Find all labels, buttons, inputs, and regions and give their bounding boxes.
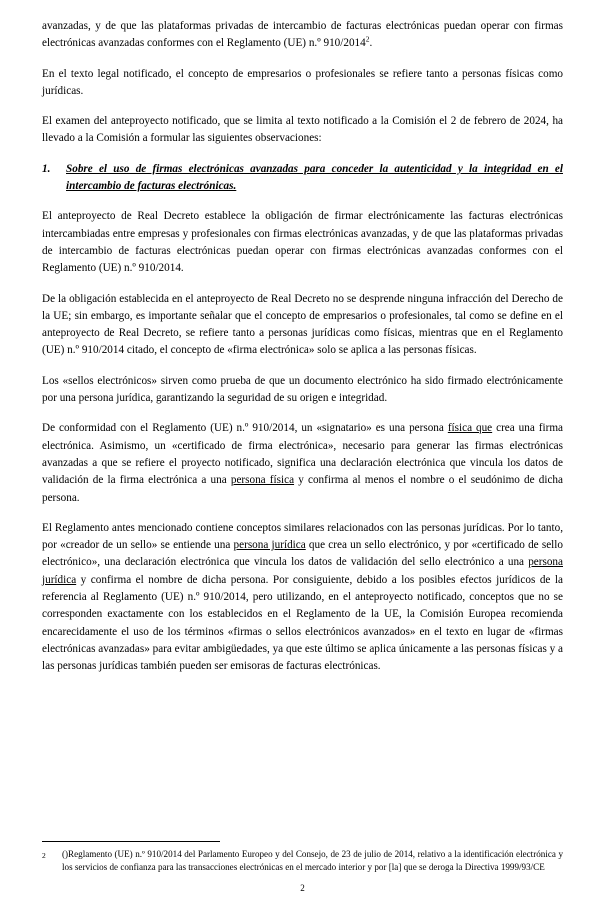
footnote-area — [42, 841, 563, 875]
segment-text: crea una firma electrónica. Asimismo, un «certificado de firma electrónica», necesario para generar las firmas electrónicas avanzadas a que se refiere el proyecto notificado, significa una declaración electrónica que vincula los datos de validación de la firma electrónica a una — [42, 422, 563, 487]
footnote-2 — [42, 848, 563, 875]
footnote-text: ()Reglamento (UE) n.º 910/2014 del Parlamento Europeo y del Consejo, de 23 de julio de 2014, relativo a la identificación electrónica y los servicios de confianza para las transacciones electrónicas en el mercado interior y por [la] que se deroga la Directiva 1999/93/CE — [62, 848, 563, 873]
paragraph-concept-empresarios: En el texto legal notificado, el concepto de empresarios o profesionales se refiere tanto a personas físicas como jurídicas. — [42, 67, 563, 97]
paragraph-sellos-electronicos: Los «sellos electrónicos» sirven como prueba de que un documento electrónico ha sido firmado electrónicamente por una persona jurídica, garantizando la seguridad de su origen e integridad. — [42, 374, 563, 405]
observation-1-heading: Sobre el uso de firmas electrónicas avanzadas para conceder la autenticidad y la integridad en el intercambio de facturas electrónicas. — [66, 162, 563, 193]
paragraph-intro-tail: . — [369, 37, 373, 50]
footnote-ref-2: 2 — [365, 34, 370, 44]
segment-underline-persona-juridica-1: persona jurídica — [233, 539, 306, 552]
paragraph-personas-juridicas-recomendacion — [42, 520, 563, 676]
segment-underline-persona-juridica-2: persona jurídica — [42, 556, 563, 586]
paragraph-infraccion-derecho-ue: De la obligación establecida en el anteproyecto de Real Decreto no se desprende ninguna infracción del Derecho de la UE; sin embargo, es importante señalar que el concepto de empresarios o profesionales, tal como se define en el anteproyecto de Real Decreto, se refiere tanto a personas jurídicas como físicas, mientras que en el Reglamento (UE) n.º 910/2014 citado, el concepto de «firma electrónica» solo se aplica a las personas físicas. — [42, 292, 563, 357]
segment-text: El Reglamento antes mencionado contiene conceptos similares relacionados con las personas jurídicas. Por lo tanto, por «creador de un sello» se entiende una — [42, 521, 563, 552]
observation-1-number: 1. — [42, 162, 51, 175]
segment-text: De conformidad con el Reglamento (UE) n.º 910/2014, un «signatario» es una persona — [42, 422, 448, 435]
segment-text: y confirma el nombre de dicha persona. Por consiguiente, debido a los posibles efectos jurídicos de la referencia al Reglamento (UE) n.º 910/2014, pero utilizando, en el anteproyecto notificado, conceptos que no se corresponden exactamente con los establecidos en el Reglamento de la UE, la Comisión Europea recomienda encarecidamente el uso de los términos «firmas o sellos electrónicos avanzados» en el texto en lugar de «firmas electrónicas avanzadas» para evitar ambigüedades, ya que este último se aplica únicamente a las personas físicas y a las personas jurídicas también pueden ser emisoras de facturas electrónicas. — [42, 573, 563, 673]
segment-text: y confirma al menos el nombre o el seudónimo de dicha persona. — [42, 474, 563, 504]
paragraph-examen-anteproyecto: El examen del anteproyecto notificado, que se limita al texto notificado a la Comisión el 2 de febrero de 2024, ha llevado a la Comisión a formular las siguientes observaciones: — [42, 115, 563, 145]
segment-underline-fisica-que: física que — [447, 422, 493, 435]
page-number: 2 — [300, 883, 305, 893]
segment-underline-persona-fisica: persona física — [230, 474, 295, 487]
segment-text: que crea un sello electrónico, y por «certificado de sello electrónico», una declaración electrónica que vincula los datos de validación del sello electrónico a una — [42, 539, 563, 569]
paragraph-obligacion-firmar: El anteproyecto de Real Decreto establece la obligación de firmar electrónicamente las facturas electrónicas intercambiadas entre empresas y profesionales con firmas electrónicas avanzadas, y de que las plataformas privadas de intercambio de facturas electrónicas puedan operar con firmas electrónicas avanzadas conformes con el Reglamento (UE) n.º 910/2014. — [42, 210, 563, 275]
footnote-divider — [42, 841, 220, 842]
footnote-number: 2 — [42, 850, 46, 860]
paragraph-intro-text: avanzadas, y de que las plataformas privadas de intercambio de facturas electrónicas puedan operar con firmas electrónicas avanzadas conformes con el Reglamento (UE) n.º 910/2014 — [42, 20, 563, 50]
paragraph-signatario-definicion — [42, 420, 563, 506]
observation-1 — [42, 161, 563, 196]
paragraph-intro — [42, 18, 563, 53]
